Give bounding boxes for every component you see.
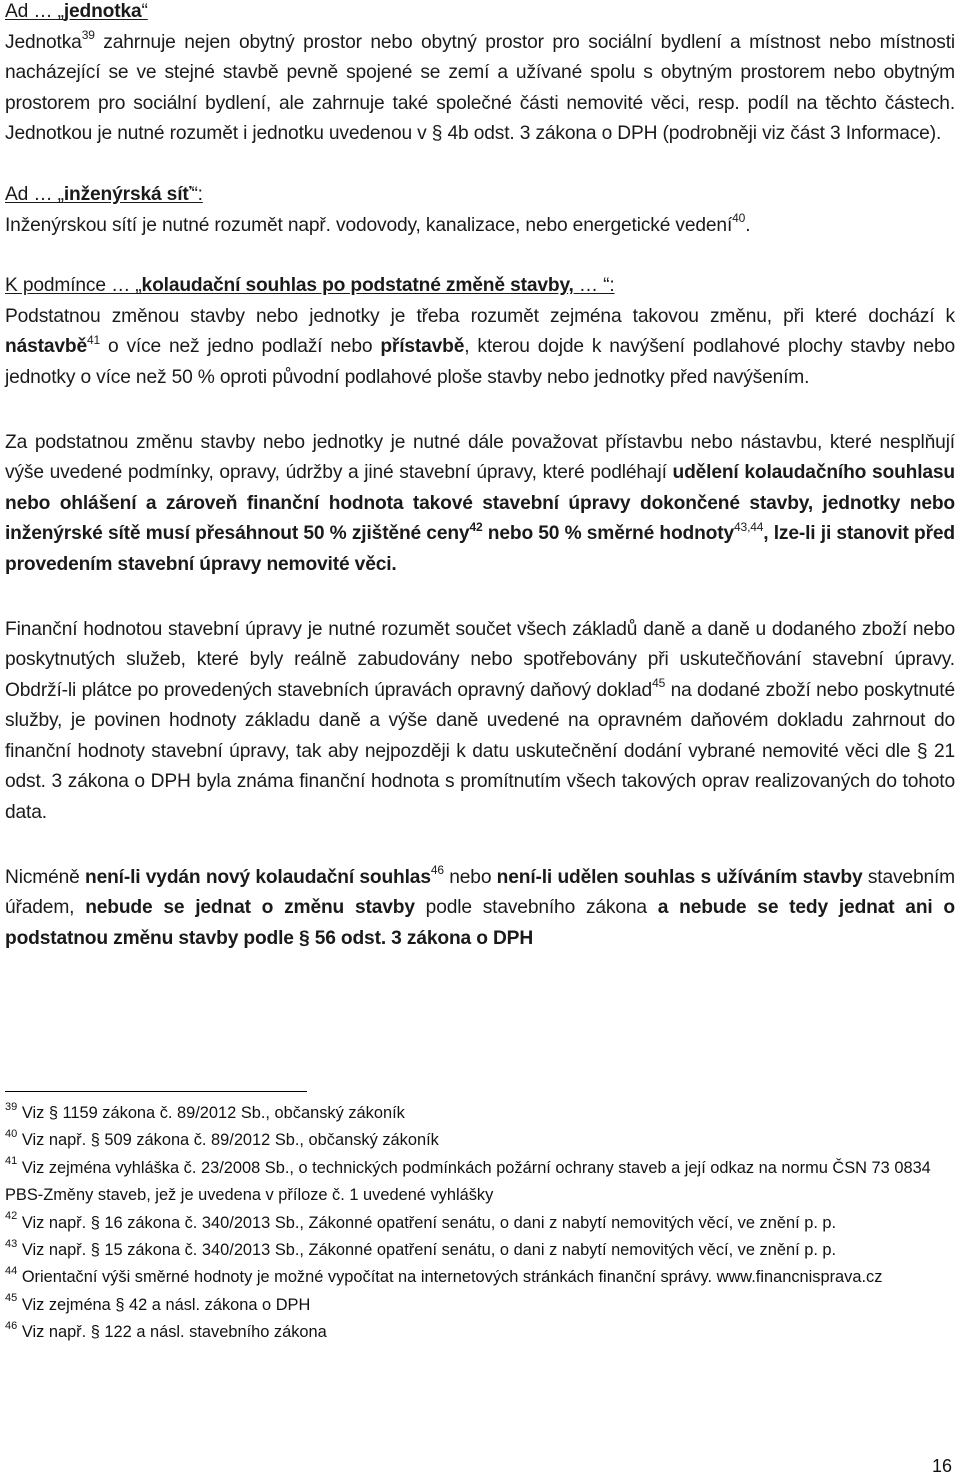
bold-text: nebo 50 % směrné hodnoty (482, 523, 735, 545)
section-podminka (5, 271, 955, 393)
footnote-number: 42 (5, 1210, 18, 1223)
heading-term: inženýrská síť (63, 183, 192, 205)
footnote (5, 1155, 955, 1210)
footnote (5, 1264, 955, 1291)
footnote-text: Viz zejména § 42 a násl. zákona o DPH (21, 1295, 311, 1314)
paragraph-text: Za podstatnou změnu stavby nebo jednotky je nutné dále považovat přístavbu nebo nástavbu, které nesplňují výše uvedené podmínky, opravy, údržby a jiné stavební úpravy, které podléhají (5, 431, 955, 484)
footnote (5, 1292, 955, 1319)
footnote (5, 1319, 955, 1346)
footnote-text: Viz § 1159 zákona č. 89/2012 Sb., občanský zákoník (21, 1104, 405, 1122)
page-number: 16 (931, 1456, 952, 1476)
bold-text: nebude se jednat o změnu stavby (85, 897, 415, 919)
section-inzenyrska-sit (5, 180, 955, 241)
paragraph-text: Jednotka (5, 31, 82, 53)
footnote-ref: 43,44 (734, 519, 764, 534)
section-nicmene (5, 863, 955, 955)
heading-suffix: “: (191, 183, 203, 205)
footnote-number: 41 (5, 1155, 18, 1168)
section-heading (5, 275, 615, 296)
paragraph-text: . (745, 214, 751, 236)
heading-prefix: K podmínce … „ (5, 275, 142, 297)
footnote (5, 1127, 955, 1154)
paragraph-text: Finanční hodnotou stavební úpravy je nutné rozumět součet všech základů daně a daně u dodaného zboží nebo poskytnutých služeb, které byly reálně zabudovány nebo spotřebovány při uskutečňování stavební úpravy. Obdrží-li plátce po provedených stavebních úpravách opravný daňový doklad (5, 618, 955, 701)
footnote-number: 39 (5, 1100, 18, 1113)
footnotes (5, 1100, 955, 1347)
paragraph-text: stavebním úřadem, (5, 866, 955, 919)
bold-text: není-li udělen souhlas s užíváním stavby (496, 866, 863, 888)
footnote-text: Viz např. § 16 zákona č. 340/2013 Sb., Zákonné opatření senátu, o dani z nabytí nemovitých věcí, ve znění p. p. (21, 1213, 837, 1232)
footnote-text: Orientační výši směrné hodnoty je možné vypočítat na internetových stránkách finanční správy. www.financnisprava.cz (21, 1268, 883, 1287)
footnote-ref: 42 (469, 519, 483, 534)
footnote-text: Viz např. § 122 a násl. stavebního zákona (21, 1323, 327, 1342)
footnote (5, 1210, 955, 1237)
paragraph-text: na dodané zboží nebo poskytnuté služby, je povinen hodnoty základu daně a výše daně uvedené na opravném daňovém dokladu zahrnout do finanční hodnoty stavební úpravy, tak aby nejpozději k datu uskutečnění dodání vybrané nemovité věci dle § 21 odst. 3 zákona o DPH byla známa finanční hodnota s promítnutím všech takových oprav realizovaných do tohoto data. (5, 679, 955, 824)
footnote-text: Viz zejména vyhláška č. 23/2008 Sb., o technických podmínkách požární ochrany staveb a její odkaz na normu ČSN 73 0834 PBS-Změny staveb, jež je uvedena v příloze č. 1 uvedené vyhlášky (5, 1158, 931, 1205)
paragraph-text: , kterou dojde k navýšení podlahové plochy stavby nebo jednotky o více než 50 % oproti původní podlahové ploše stavby nebo jednotky před navýšením. (5, 336, 956, 388)
section-heading (5, 1, 148, 22)
footnote-number: 43 (5, 1237, 18, 1250)
bold-term: přístavbě (380, 336, 465, 358)
paragraph-text: Nicméně (5, 866, 85, 888)
bold-text: udělení kolaudačního souhlasu nebo ohlášení a zároveň finanční hodnota takové stavební úpravy dokončené stavby, jednotky nebo inženýrské sítě musí přesáhnout 50 % zjištěné ceny (5, 462, 955, 545)
paragraph-text: podle stavebního zákona (414, 897, 658, 919)
heading-suffix: … “: (573, 275, 615, 297)
bold-term: nástavbě (5, 336, 87, 358)
section-heading (5, 184, 203, 205)
bold-text: není-li vydán nový kolaudační souhlas (85, 866, 431, 888)
footnote-separator (5, 1091, 307, 1092)
heading-prefix: Ad … „ (5, 1, 64, 22)
paragraph-text: Podstatnou změnou stavby nebo jednotky je třeba rozumět zejména takovou změnu, při které dochází k (5, 305, 955, 327)
heading-prefix: Ad … „ (5, 183, 64, 205)
paragraph-text: Inženýrskou sítí je nutné rozumět např. vodovody, kanalizace, nebo energetické vedení (5, 214, 733, 236)
paragraph-text: o více než jedno podlaží nebo (100, 336, 381, 358)
paragraph-text: nebo (443, 866, 497, 888)
heading-suffix: “ (141, 1, 148, 22)
paragraph-text: zahrnuje nejen obytný prostor nebo obytný prostor pro sociální bydlení a místnost nebo místnosti nacházející se ve stejné stavbě pevně spojené se zemí a užívané spolu s obytným prostorem nebo obytným prostorem pro sociální bydlení, ale zahrnuje také společné části nemovité věci, resp. podíl na těchto částech. Jednotkou je nutné rozumět i jednotku uvedenou v § 4b odst. 3 zákona o DPH (podrobněji viz část 3 Informace). (5, 31, 955, 145)
footnote-text: Viz např. § 15 zákona č. 340/2013 Sb., Zákonné opatření senátu, o dani z nabytí nemovitých věcí, ve znění p. p. (21, 1241, 837, 1260)
footnote-number: 40 (5, 1127, 18, 1140)
footnote-ref: 41 (87, 332, 101, 347)
footnote-ref: 46 (430, 863, 444, 878)
footnote-ref: 40 (732, 211, 746, 226)
heading-term: kolaudační souhlas po podstatné změně stavby, (141, 275, 574, 297)
footnote-number: 44 (5, 1264, 18, 1277)
section-financni-hodnota (5, 615, 955, 829)
section-podstatna-zmena (5, 428, 955, 581)
heading-term: jednotka (63, 1, 142, 22)
bold-text: , lze-li ji stanovit před provedením stavební úpravy nemovité věci. (5, 523, 955, 575)
bold-text: a nebude se tedy jednat ani o podstatnou změnu stavby podle § 56 odst. 3 zákona o DPH (5, 897, 955, 949)
body-text (5, 0, 955, 954)
footnote (5, 1237, 955, 1264)
footnote (5, 1100, 955, 1127)
footnote-ref: 39 (81, 28, 95, 43)
footnote-number: 46 (5, 1319, 18, 1332)
footnote-text: Viz např. § 509 zákona č. 89/2012 Sb., občanský zákoník (21, 1131, 439, 1150)
footnote-number: 45 (5, 1292, 18, 1305)
section-jednotka (5, 0, 955, 150)
footnote-ref: 45 (652, 676, 666, 691)
